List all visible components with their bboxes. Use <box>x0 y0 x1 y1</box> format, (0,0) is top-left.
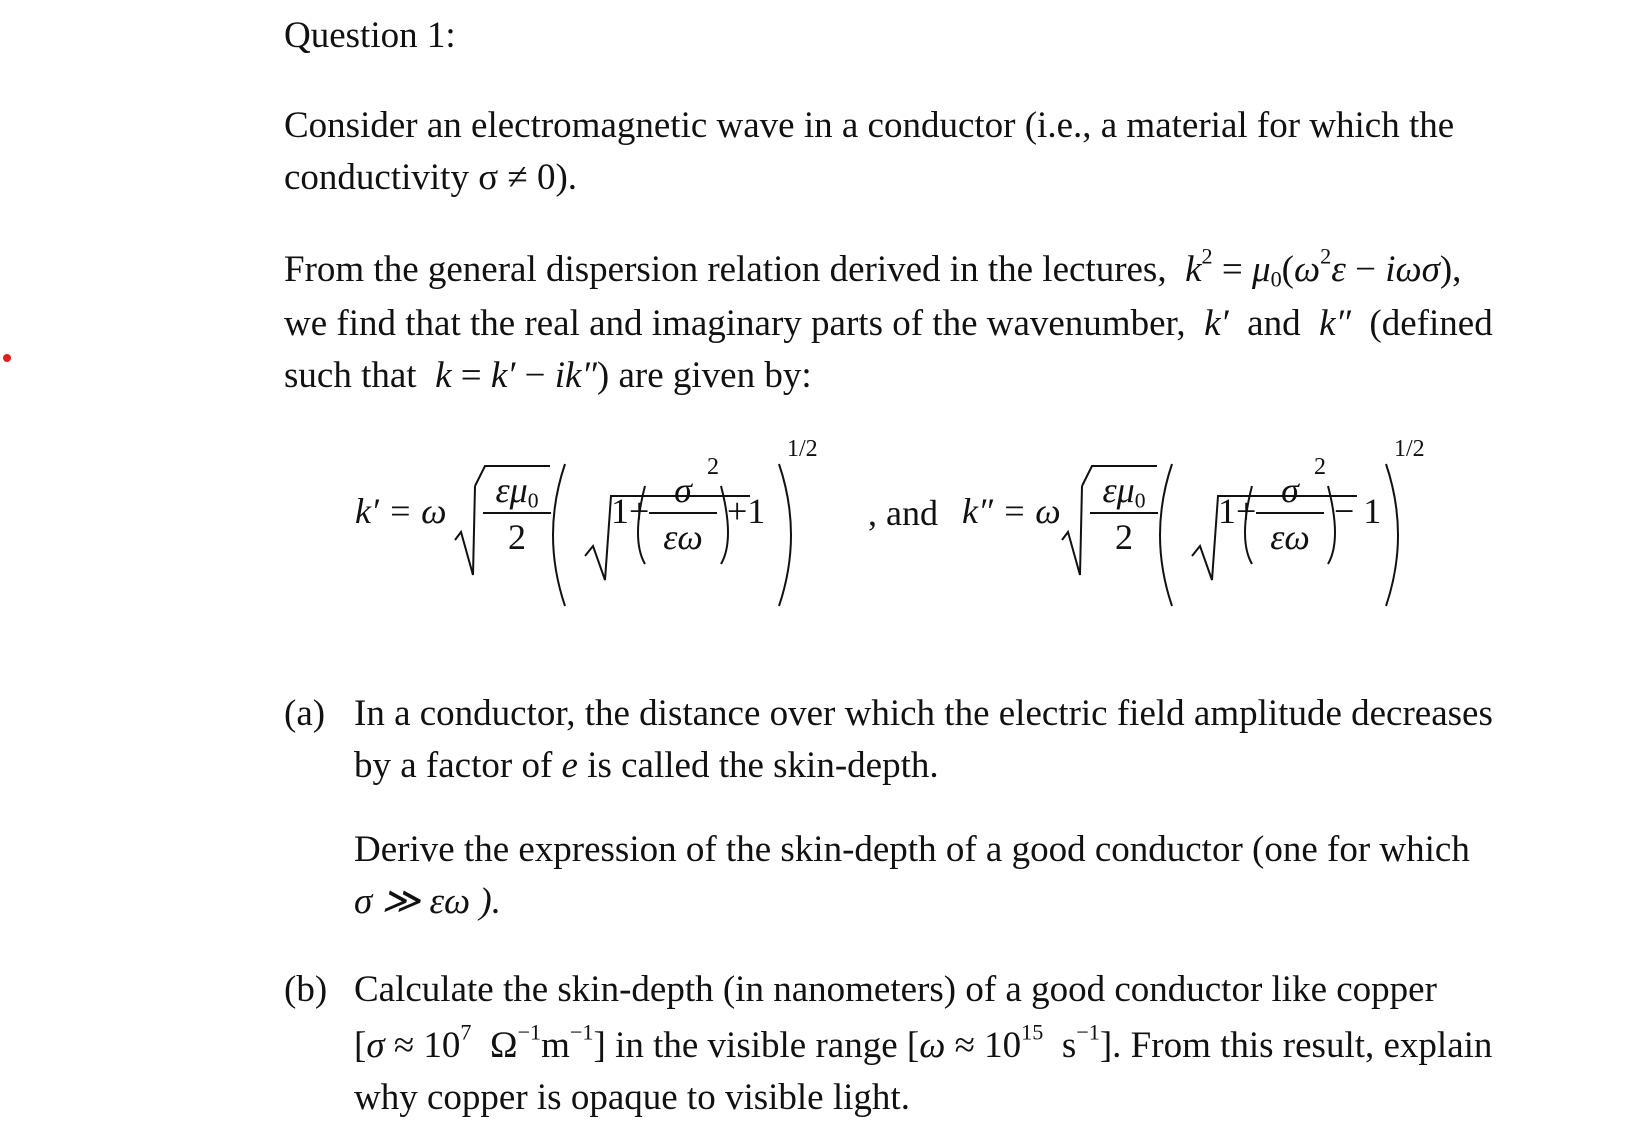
dispersion-relation-equation: $k^2 = \mu_0(\omega^2\varepsilon - i\omega\sigma)$, <box>1175 243 1462 292</box>
part-a-line-1: In a conductor, the distance over which the electric field amplitude decreases <box>354 693 1493 734</box>
plus-one: +1 <box>727 491 766 531</box>
dispersion-line-3-text-b: ) are given by: <box>596 355 812 396</box>
dispersion-line-2-text-a: we find that the real and imaginary parts of the wavenumber, <box>284 303 1186 344</box>
part-a-line-2 <box>354 740 939 792</box>
dispersion-line-3-text-a: such that <box>284 355 417 396</box>
half-exponent-2: 1/2 <box>1394 436 1425 462</box>
sigma-fraction <box>649 468 717 560</box>
eps-mu-numerator: εμ <box>495 470 528 510</box>
dispersion-line-1-text: From the general dispersion relation derived in the lectures, <box>284 249 1167 290</box>
intro-line-1: Consider an electromagnetic wave in a conductor (i.e., a material for which the <box>284 105 1455 146</box>
square-exponent: 2 <box>707 454 719 480</box>
part-a-label: (a) <box>284 693 326 734</box>
visible-frequency: [$\omega \approx 10^{15}$ $s^{-1}$] <box>906 1019 1113 1066</box>
mu-subscript-2: 0 <box>1134 488 1146 513</box>
dispersion-line-3 <box>284 350 812 402</box>
euler-e: e <box>561 745 578 786</box>
question-title: Question 1: <box>284 15 456 56</box>
sigma-numerator: σ <box>649 468 717 514</box>
k-double-prime-lhs: k″ = ω <box>962 491 1061 531</box>
part-b-line-2 <box>354 1020 1492 1072</box>
k-definition: k = k′ − ik″ <box>425 355 597 396</box>
k-double-prime-symbol: k″ <box>1309 303 1361 344</box>
dispersion-line-2 <box>284 298 1493 350</box>
dispersion-and: and <box>1247 303 1301 344</box>
eps-mu-fraction-2 <box>1090 468 1158 560</box>
copper-conductivity: [$\sigma \approx 10^7$ $\Omega^{-1}m^{-1}$] <box>354 1019 606 1066</box>
eps-omega-denominator: εω <box>663 517 703 557</box>
mu-subscript: 0 <box>527 488 539 513</box>
eps-mu-numerator-2: εμ <box>1102 470 1135 510</box>
eps-omega-denominator-2: εω <box>1270 517 1310 557</box>
sigma-numerator-2: σ <box>1256 468 1324 514</box>
intro-line-2: conductivity σ ≠ 0). <box>284 157 578 198</box>
part-b-line-2-text-b: . From this result, explain <box>1112 1025 1493 1066</box>
eps-mu-fraction <box>483 468 551 560</box>
k-double-prime-formula <box>962 436 1482 620</box>
k-prime-formula <box>355 436 875 620</box>
part-b-line-2-text-a: in the visible range <box>615 1025 898 1066</box>
part-b-label: (b) <box>284 969 328 1010</box>
k-prime-lhs: k′ = ω <box>355 491 447 531</box>
minus-one: − 1 <box>1334 491 1382 531</box>
part-b-line-3: why copper is opaque to visible light. <box>354 1077 910 1118</box>
k-prime-symbol: k′ <box>1194 303 1238 344</box>
one-plus-2: 1+ <box>1218 491 1257 531</box>
one-plus: 1+ <box>611 491 650 531</box>
eps-mu-denominator: 2 <box>508 517 526 557</box>
half-exponent: 1/2 <box>787 436 818 462</box>
part-b-line-1: Calculate the skin-depth (in nanometers) of a good conductor like copper <box>354 969 1437 1010</box>
dispersion-line-2-text-b: (defined <box>1369 303 1493 344</box>
part-a-line-2-text-a: by a factor of <box>354 745 553 786</box>
dispersion-line-1 <box>284 244 1461 296</box>
part-a-line-2-text-b: is called the skin-depth. <box>587 745 939 786</box>
part-a-derive-line-1: Derive the expression of the skin-depth of a good conductor (one for which <box>354 829 1470 870</box>
square-exponent-2: 2 <box>1314 454 1326 480</box>
part-a-derive-line-2: σ ≫ εω ). <box>354 881 502 922</box>
formula-and: , and <box>868 493 938 533</box>
sigma-fraction-2 <box>1256 468 1324 560</box>
eps-mu-denominator-2: 2 <box>1115 517 1133 557</box>
